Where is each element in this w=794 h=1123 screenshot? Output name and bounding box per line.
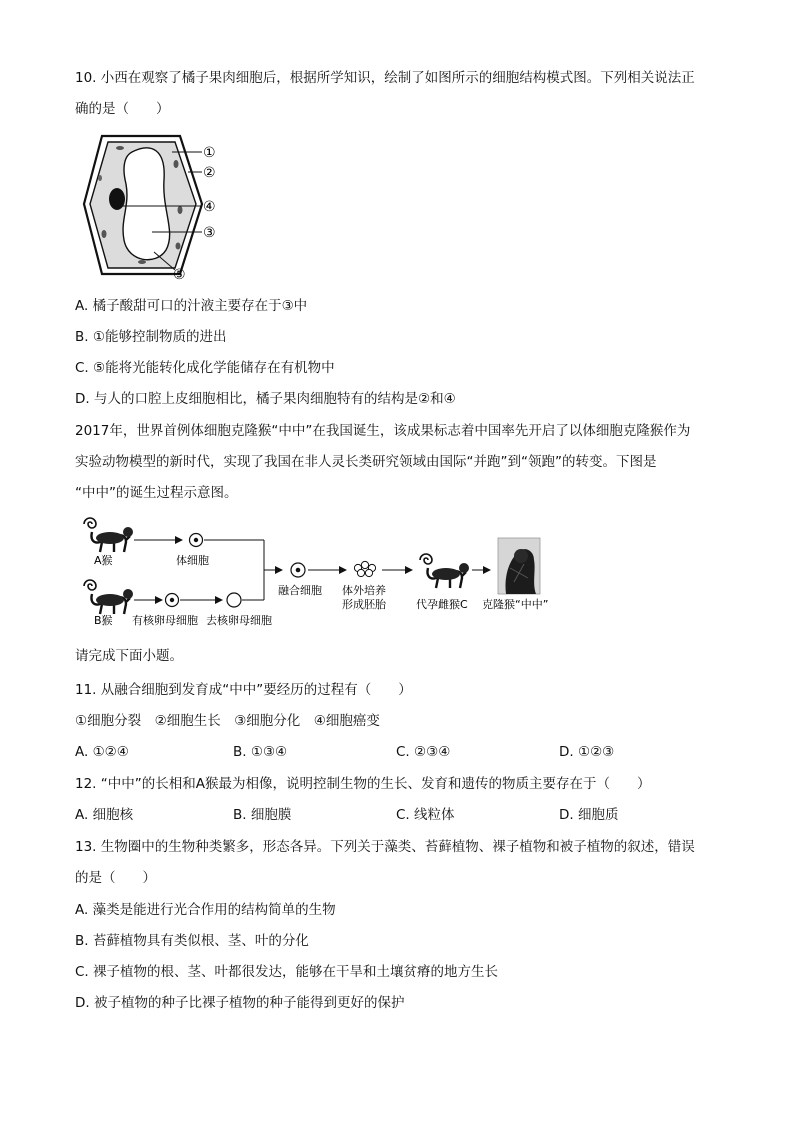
q10-option-c: C. ⑤能将光能转化成化学能储存在有机物中	[75, 360, 335, 376]
label-4: ④	[203, 199, 216, 215]
q11-processes: ①细胞分裂 ②细胞生长 ③细胞分化 ④细胞癌变	[75, 713, 380, 729]
q10-option-a: A. 橘子酸甜可口的汁液主要存在于③中	[75, 298, 308, 314]
q10-stem-line2: 确的是（ ）	[75, 101, 170, 117]
q13-stem-line1: 13. 生物圈中的生物种类繁多，形态各异。下列关于藻类、苔藓植物、裸子植物和被子植物的叙述，错误	[75, 839, 695, 855]
q10-option-b: B. ①能够控制物质的进出	[75, 329, 227, 345]
monkey-b-label: B猴	[94, 614, 113, 627]
passage-line2: 实验动物模型的新时代，实现了我国在非人灵长类研究领域由国际“并跑”到“领跑”的转变。下图是	[75, 454, 657, 470]
q11-option-b: B. ①③④	[233, 744, 288, 760]
monkey-a-icon	[84, 518, 133, 552]
q12-option-a: A. 细胞核	[75, 807, 134, 823]
q12-option-b: B. 细胞膜	[233, 807, 292, 823]
label-3: ③	[203, 225, 216, 241]
fused-cell-label: 融合细胞	[278, 584, 322, 597]
instruction: 请完成下面小题。	[75, 648, 183, 664]
somatic-cell-label: 体细胞	[176, 554, 209, 567]
label-5: ⑤	[173, 267, 186, 283]
q12-stem: 12. “中中”的长相和A猴最为相像，说明控制生物的生长、发育和遗传的物质主要存在于（ ）	[75, 776, 651, 792]
clone-label: 克隆猴“中中”	[482, 598, 549, 611]
q10-stem-line1: 10. 小西在观察了橘子果肉细胞后，根据所学知识，绘制了如图所示的细胞结构模式图。下列相关说法正	[75, 70, 695, 86]
q13-option-c: C. 裸子植物的根、茎、叶都很发达，能够在干旱和土壤贫瘠的地方生长	[75, 964, 499, 980]
passage-line3: “中中”的诞生过程示意图。	[75, 485, 238, 501]
cloning-process-diagram	[78, 508, 568, 633]
label-1: ①	[203, 145, 216, 161]
q11-option-d: D. ①②③	[559, 744, 615, 760]
culture-label-2: 形成胚胎	[342, 598, 386, 611]
q10-option-d: D. 与人的口腔上皮细胞相比，橘子果肉细胞特有的结构是②和④	[75, 391, 456, 407]
label-2: ②	[203, 165, 216, 181]
surrogate-label: 代孕雌猴C	[416, 598, 468, 611]
embryo-icon	[354, 561, 375, 576]
monkey-b-icon	[84, 580, 133, 614]
plant-cell-diagram	[80, 128, 260, 283]
q13-option-d: D. 被子植物的种子比裸子植物的种子能得到更好的保护	[75, 995, 405, 1011]
q11-stem: 11. 从融合细胞到发育成“中中”要经历的过程有（ ）	[75, 682, 412, 698]
nucleated-egg-label: 有核卵母细胞	[132, 614, 198, 627]
q13-stem-line2: 的是（ ）	[75, 870, 156, 886]
q12-option-c: C. 线粒体	[396, 807, 455, 823]
q13-option-b: B. 苔藓植物具有类似根、茎、叶的分化	[75, 933, 309, 949]
clone-monkey-photo	[498, 538, 540, 594]
monkey-a-label: A猴	[94, 554, 113, 567]
q13-option-a: A. 藻类是能进行光合作用的结构简单的生物	[75, 902, 336, 918]
q11-option-a: A. ①②④	[75, 744, 129, 760]
q12-option-d: D. 细胞质	[559, 807, 619, 823]
culture-label-1: 体外培养	[342, 584, 386, 597]
q11-option-c: C. ②③④	[396, 744, 451, 760]
surrogate-monkey-icon	[420, 554, 469, 588]
enucleated-egg-label: 去核卵母细胞	[206, 614, 272, 627]
passage-line1: 2017年，世界首例体细胞克隆猴“中中”在我国诞生，该成果标志着中国率先开启了以体细胞克隆猴作为	[75, 423, 691, 439]
